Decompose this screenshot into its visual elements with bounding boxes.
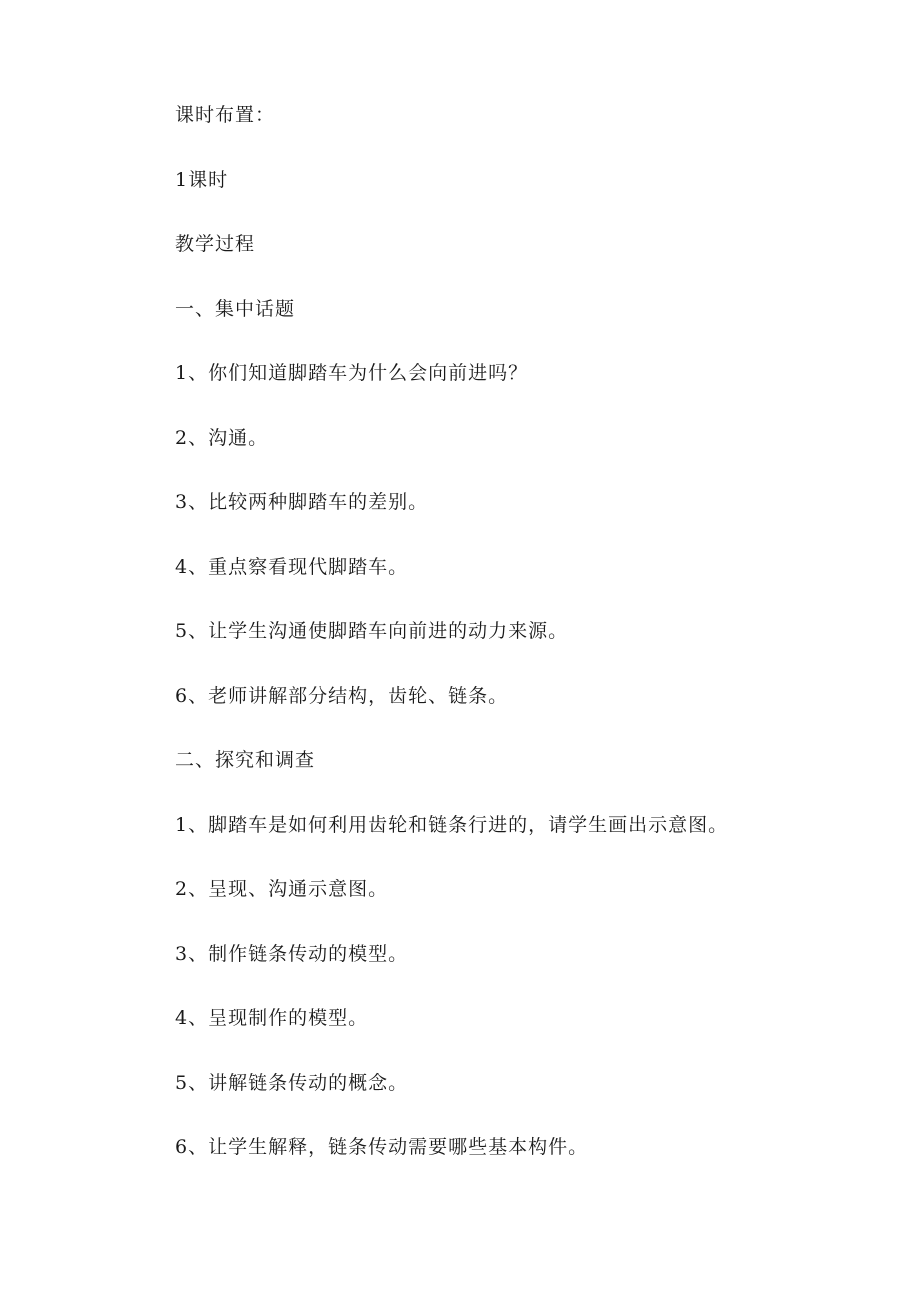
section-heading-1: 一、集中话题 xyxy=(175,297,296,320)
list-item: 2、沟通。 xyxy=(175,426,269,449)
list-item: 1、脚踏车是如何利用齿轮和链条行进的，请学生画出示意图。 xyxy=(175,813,729,836)
list-item: 3、比较两种脚踏车的差别。 xyxy=(175,491,429,513)
lesson-count: 1课时 xyxy=(175,168,229,191)
section-heading-2: 二、探究和调查 xyxy=(175,749,316,771)
list-item: 5、让学生沟通使脚踏车向前进的动力来源。 xyxy=(175,620,569,642)
list-item: 1、你们知道脚踏车为什么会向前进吗？ xyxy=(175,362,529,384)
list-item: 4、重点察看现代脚踏车。 xyxy=(175,555,409,578)
list-item: 2、呈现、沟通示意图。 xyxy=(175,878,389,900)
list-item: 4、呈现制作的模型。 xyxy=(175,1007,369,1029)
list-item: 6、老师讲解部分结构，齿轮、链条。 xyxy=(175,684,509,707)
teaching-process-heading: 教学过程 xyxy=(175,233,256,255)
list-item: 3、制作链条传动的模型。 xyxy=(175,942,409,965)
list-item: 5、讲解链条传动的概念。 xyxy=(175,1071,409,1094)
document-body xyxy=(175,102,875,1199)
list-item: 6、让学生解释，链条传动需要哪些基本构件。 xyxy=(175,1136,589,1158)
lesson-arrangement-heading: 课时布置： xyxy=(175,104,276,126)
